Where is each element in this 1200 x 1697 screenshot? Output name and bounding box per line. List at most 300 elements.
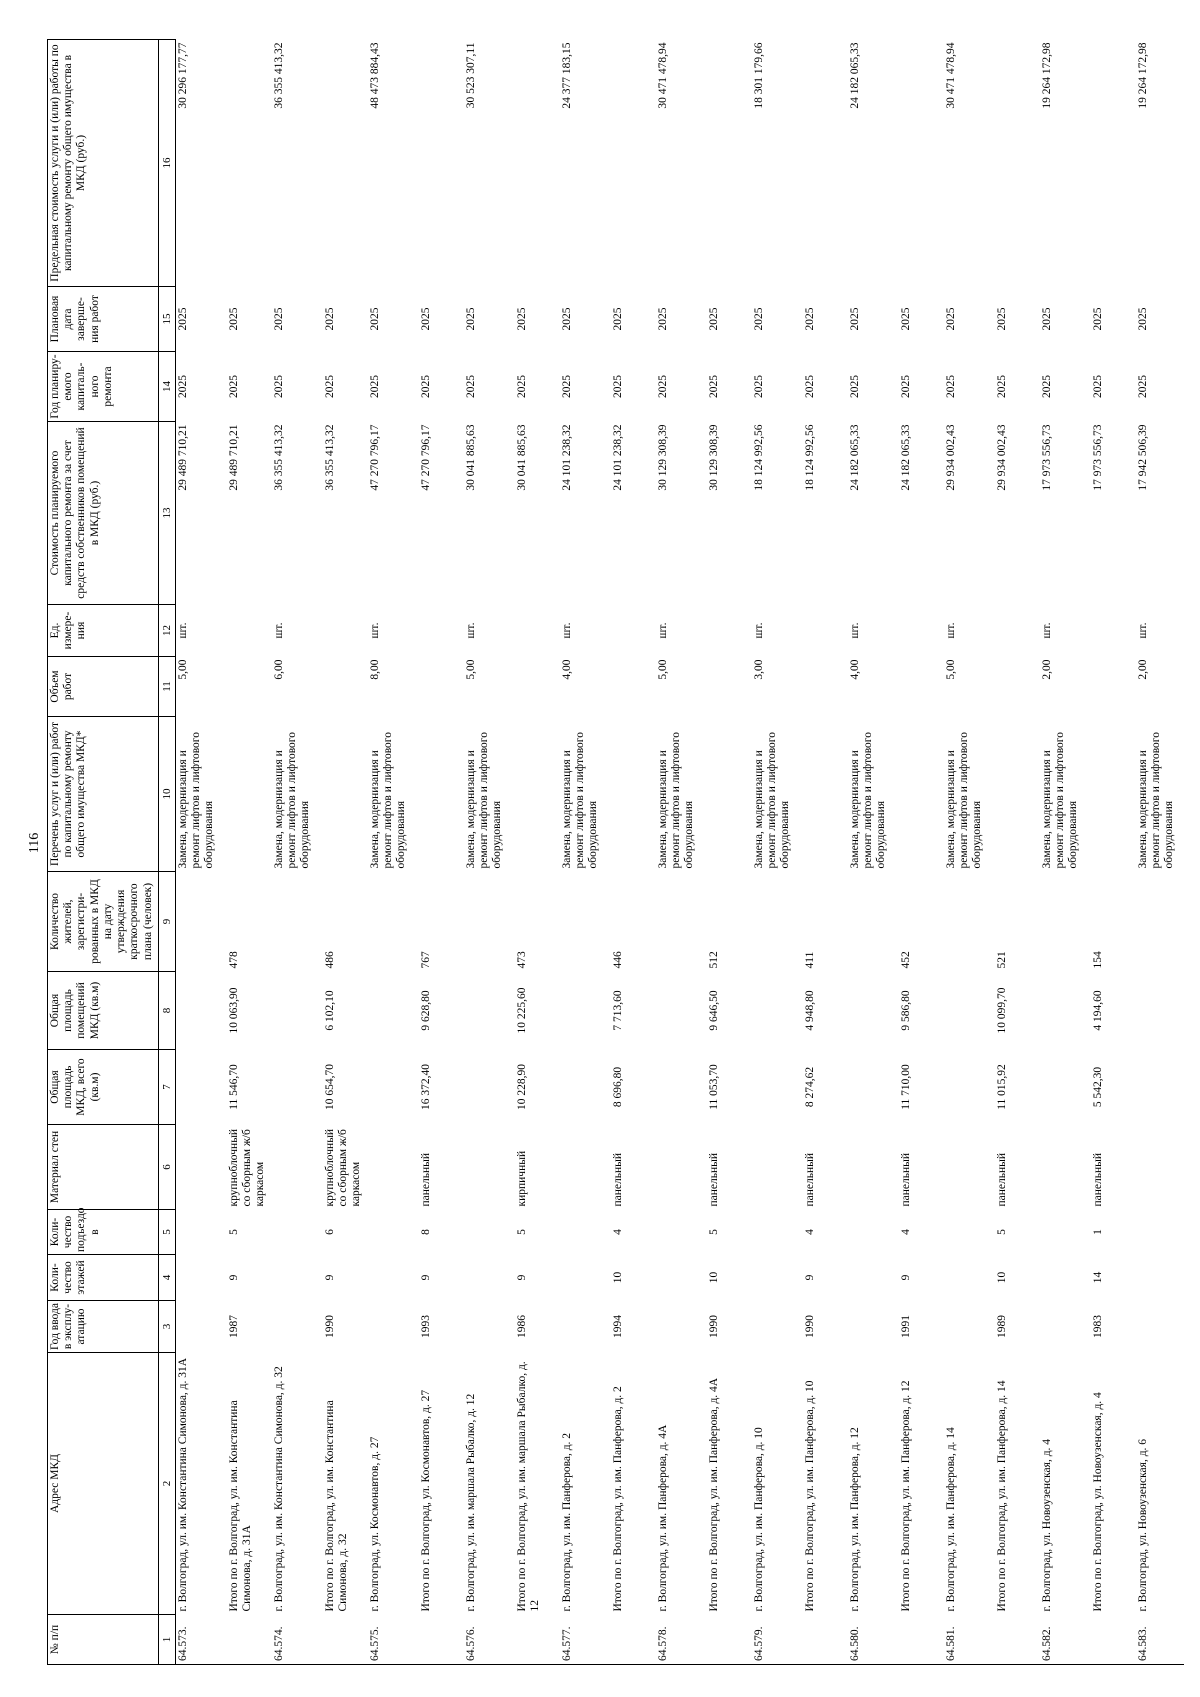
- cell-col-12: шт.: [944, 622, 957, 639]
- table-row: [944, 40, 992, 1665]
- cell-col-7: 11 053,70: [707, 1064, 720, 1110]
- cell-col-9: 473: [515, 951, 528, 969]
- cell-col-1: 64.574.: [272, 1615, 320, 1665]
- cell-col-15: 2025: [611, 307, 624, 331]
- cell-col-2: Итого по г. Волгоград, ул. им. Панферова, д. 10: [803, 1380, 816, 1612]
- cell-col-5: 5: [227, 1229, 240, 1235]
- cell-col-6: кирпичный: [515, 1150, 528, 1207]
- cell-col-15: 2025: [419, 307, 432, 331]
- cell-col-4: [1136, 1255, 1184, 1301]
- cell-col-16: 19 264 172,98: [1040, 42, 1053, 109]
- cell-col-11: 3,00: [752, 659, 765, 680]
- cell-col-12: шт.: [272, 622, 285, 639]
- cell-col-15: 2025: [272, 307, 285, 331]
- cell-col-8: [272, 972, 320, 1050]
- column-number: 5: [159, 1210, 176, 1255]
- table-row: [560, 40, 608, 1665]
- cell-col-7: [464, 1050, 512, 1125]
- cell-col-8: [176, 972, 224, 1050]
- cell-col-4: 10: [995, 1271, 1008, 1284]
- cell-col-12: [704, 605, 752, 657]
- column-header: Количество жителей, зарегистри-рованных в МКД на дату утверждения краткосрочного плана (человек): [48, 872, 159, 972]
- cell-col-16: 24 182 065,33: [848, 42, 861, 109]
- cell-col-7: 10 654,70: [323, 1064, 336, 1110]
- column-header: Перечень услуг и (или) работ по капитальному ремонту общего имущества МКД*: [48, 717, 159, 872]
- table-row: [368, 40, 416, 1665]
- cell-col-4: [560, 1255, 608, 1301]
- cell-col-9: [560, 872, 608, 972]
- rotated-page: [47, 40, 1177, 1665]
- column-number: 3: [159, 1301, 176, 1353]
- cell-col-12: шт.: [1136, 622, 1149, 639]
- cell-col-1: 64.578.: [656, 1615, 704, 1665]
- cell-col-5: [656, 1210, 704, 1255]
- cell-col-11: 5,00: [177, 659, 189, 680]
- cell-col-14: 2025: [803, 375, 816, 398]
- cell-col-7: [272, 1050, 320, 1125]
- column-number: 12: [159, 605, 176, 657]
- cell-col-14: 2025: [323, 375, 336, 398]
- cell-col-10: [800, 717, 848, 872]
- column-header: Коли-чество подъездо в: [48, 1210, 159, 1255]
- cell-col-13: 24 101 238,32: [560, 424, 573, 491]
- cell-col-8: [656, 972, 704, 1050]
- cell-col-14: 2025: [656, 375, 669, 398]
- table-row: [848, 40, 896, 1665]
- column-number: 8: [159, 972, 176, 1050]
- cell-col-1: 64.583.: [1136, 1615, 1184, 1665]
- cell-col-12: [512, 605, 560, 657]
- column-number: 2: [159, 1353, 176, 1615]
- column-number: 6: [159, 1125, 176, 1210]
- cell-col-2: Итого по г. Волгоград, ул. им. Панферова, д. 12: [899, 1380, 912, 1612]
- column-header: Год ввода в эксплу-атацию: [48, 1301, 159, 1353]
- cell-col-7: 11 546,70: [227, 1064, 240, 1110]
- cell-col-5: 5: [995, 1229, 1008, 1235]
- cell-col-6: панельный: [419, 1152, 432, 1207]
- cell-col-4: 9: [899, 1274, 912, 1281]
- cell-col-8: 4 948,80: [803, 990, 816, 1031]
- cell-col-7: 11 710,00: [899, 1064, 912, 1110]
- cell-col-10: Замена, модернизация и ремонт лифтов и лифтового оборудования: [177, 732, 216, 869]
- cell-col-12: шт.: [560, 622, 573, 639]
- cell-col-10: Замена, модернизация и ремонт лифтов и лифтового оборудования: [752, 732, 791, 869]
- cell-col-14: 2025: [515, 375, 528, 398]
- cell-col-11: 5,00: [944, 659, 957, 680]
- cell-col-14: 2025: [227, 375, 240, 398]
- table-row: [1136, 40, 1184, 1665]
- cell-col-9: 512: [707, 951, 720, 969]
- table-row: [176, 40, 224, 1665]
- cell-col-6: [848, 1125, 896, 1210]
- cell-col-7: [944, 1050, 992, 1125]
- cell-col-8: [944, 972, 992, 1050]
- cell-col-5: 5: [515, 1229, 528, 1235]
- total-row: [704, 40, 752, 1665]
- cell-col-10: [896, 717, 944, 872]
- cell-col-1: [800, 1615, 848, 1665]
- cell-col-7: [848, 1050, 896, 1125]
- cell-col-3: [1136, 1301, 1184, 1353]
- cell-col-5: 6: [323, 1229, 336, 1235]
- cell-col-5: [752, 1210, 800, 1255]
- cell-col-14: 2025: [368, 375, 381, 398]
- cell-col-13: 36 355 413,32: [272, 424, 285, 491]
- cell-col-16: 36 355 413,32: [272, 42, 285, 109]
- cell-col-12: шт.: [1040, 622, 1053, 639]
- cell-col-16: [896, 40, 944, 287]
- cell-col-2: Итого по г. Волгоград, ул. им. маршала Рыбалко, д. 12: [515, 1361, 541, 1612]
- cell-col-3: [272, 1301, 320, 1353]
- cell-col-2: г. Волгоград, ул. им. Панферова, д. 12: [848, 1427, 861, 1612]
- cell-col-15: 2025: [464, 307, 477, 331]
- column-header: Коли-чество этажей: [48, 1255, 159, 1301]
- cell-col-3: 1990: [323, 1315, 336, 1338]
- total-row: [800, 40, 848, 1665]
- cell-col-8: 6 102,10: [323, 990, 336, 1031]
- cell-col-1: [416, 1615, 464, 1665]
- cell-col-5: 4: [611, 1229, 624, 1235]
- cell-col-14: 2025: [1136, 375, 1149, 398]
- cell-col-4: [848, 1255, 896, 1301]
- column-number: 15: [159, 287, 176, 352]
- cell-col-15: 2025: [656, 307, 669, 331]
- cell-col-13: 36 355 413,32: [323, 424, 336, 491]
- cell-col-15: 2025: [848, 307, 861, 331]
- cell-col-7: [1040, 1050, 1088, 1125]
- cell-col-6: [368, 1125, 416, 1210]
- column-number: 13: [159, 422, 176, 605]
- cell-col-11: [1088, 657, 1136, 717]
- cell-col-4: [272, 1255, 320, 1301]
- cell-col-2: г. Волгоград, ул. им. Панферова, д. 10: [752, 1427, 765, 1612]
- column-number: 14: [159, 352, 176, 422]
- cell-col-2: Итого по г. Волгоград, ул. им. Константина Симонова, д. 32: [323, 1400, 349, 1612]
- cell-col-12: [896, 605, 944, 657]
- cell-col-16: 30 296 177,77: [177, 42, 189, 109]
- cell-col-12: шт.: [656, 622, 669, 639]
- cell-col-12: [608, 605, 656, 657]
- cell-col-2: Итого по г. Волгоград, ул. им. Панферова, д. 4А: [707, 1377, 720, 1612]
- cell-col-14: 2025: [1040, 375, 1053, 398]
- cell-col-1: 64.576.: [464, 1615, 512, 1665]
- cell-col-10: [608, 717, 656, 872]
- cell-col-15: 2025: [803, 307, 816, 331]
- cell-col-1: 64.577.: [560, 1615, 608, 1665]
- total-row: [992, 40, 1040, 1665]
- cell-col-9: 446: [611, 951, 624, 969]
- cell-col-13: 29 934 002,43: [995, 424, 1008, 491]
- cell-col-9: [656, 872, 704, 972]
- cell-col-8: 9 586,80: [899, 990, 912, 1031]
- cell-col-11: [992, 657, 1040, 717]
- cell-col-8: 10 063,90: [227, 987, 240, 1034]
- cell-col-11: [704, 657, 752, 717]
- cell-col-11: 5,00: [464, 659, 477, 680]
- cell-col-11: 4,00: [560, 659, 573, 680]
- cell-col-9: 486: [323, 951, 336, 969]
- cell-col-10: [1088, 717, 1136, 872]
- cell-col-11: 5,00: [656, 659, 669, 680]
- cell-col-10: [320, 717, 368, 872]
- cell-col-9: [752, 872, 800, 972]
- column-header: Материал стен: [48, 1125, 159, 1210]
- cell-col-5: [944, 1210, 992, 1255]
- cell-col-16: [1088, 40, 1136, 287]
- cell-col-2: Итого по г. Волгоград, ул. им. Константина Симонова, д. 31А: [227, 1400, 253, 1612]
- cell-col-3: [944, 1301, 992, 1353]
- cell-col-14: 2025: [177, 375, 189, 398]
- cell-col-15: 2025: [1091, 307, 1104, 331]
- cell-col-4: 9: [227, 1274, 240, 1281]
- cell-col-15: 2025: [1136, 307, 1149, 331]
- column-header: Предельная стоимость услуги и (или) работы по капитальному ремонту общего имущества в МКД (руб.): [48, 40, 159, 287]
- cell-col-5: [368, 1210, 416, 1255]
- cell-col-15: 2025: [368, 307, 381, 331]
- column-header: Плановая дата заверше-ния работ: [48, 287, 159, 352]
- cell-col-8: 10 099,70: [995, 987, 1008, 1034]
- cell-col-15: 2025: [177, 307, 189, 331]
- cell-col-11: [800, 657, 848, 717]
- table-row: [656, 40, 704, 1665]
- cell-col-14: 2025: [464, 375, 477, 398]
- cell-col-6: [656, 1125, 704, 1210]
- column-number: 16: [159, 40, 176, 287]
- cell-col-16: 48 473 884,43: [368, 42, 381, 109]
- total-row: [608, 40, 656, 1665]
- cell-col-9: [944, 872, 992, 972]
- cell-col-2: г. Волгоград, ул. Новоузенская, д. 4: [1040, 1438, 1053, 1612]
- cell-col-1: 64.582.: [1040, 1615, 1088, 1665]
- cell-col-7: [1136, 1050, 1184, 1125]
- cell-col-3: 1989: [995, 1315, 1008, 1338]
- cell-col-9: [368, 872, 416, 972]
- cell-col-14: 2025: [560, 375, 573, 398]
- cell-col-14: 2025: [848, 375, 861, 398]
- cell-col-5: [464, 1210, 512, 1255]
- cell-col-12: [800, 605, 848, 657]
- cell-col-11: [896, 657, 944, 717]
- cell-col-4: [368, 1255, 416, 1301]
- cell-col-16: [512, 40, 560, 287]
- cell-col-11: 2,00: [1136, 659, 1149, 680]
- cell-col-10: Замена, модернизация и ремонт лифтов и лифтового оборудования: [560, 732, 599, 869]
- cell-col-1: 64.580.: [848, 1615, 896, 1665]
- cell-col-15: 2025: [227, 307, 240, 331]
- column-number: 9: [159, 872, 176, 972]
- cell-col-9: 411: [803, 951, 816, 969]
- cell-col-3: [176, 1301, 224, 1353]
- cell-col-3: [368, 1301, 416, 1353]
- cell-col-9: [176, 872, 224, 972]
- cell-col-3: 1990: [803, 1315, 816, 1338]
- cell-col-10: Замена, модернизация и ремонт лифтов и лифтового оборудования: [848, 732, 887, 869]
- cell-col-8: 7 713,60: [611, 990, 624, 1031]
- cell-col-16: [608, 40, 656, 287]
- cell-col-8: [1136, 972, 1184, 1050]
- cell-col-4: [944, 1255, 992, 1301]
- cell-col-6: [464, 1125, 512, 1210]
- cell-col-3: [656, 1301, 704, 1353]
- cell-col-2: г. Волгоград, ул. им. Панферова, д. 4А: [656, 1424, 669, 1612]
- cell-col-4: 9: [419, 1274, 432, 1281]
- cell-col-6: [272, 1125, 320, 1210]
- cell-col-4: 9: [515, 1274, 528, 1281]
- cell-col-11: [512, 657, 560, 717]
- cell-col-3: 1994: [611, 1315, 624, 1338]
- cell-col-10: Замена, модернизация и ремонт лифтов и лифтового оборудования: [1040, 732, 1079, 869]
- cell-col-13: 18 124 992,56: [752, 424, 765, 491]
- cell-col-4: 10: [611, 1271, 624, 1284]
- cell-col-7: [656, 1050, 704, 1125]
- cell-col-16: [704, 40, 752, 287]
- cell-col-10: Замена, модернизация и ремонт лифтов и лифтового оборудования: [272, 732, 311, 869]
- cell-col-8: [1040, 972, 1088, 1050]
- column-number: 10: [159, 717, 176, 872]
- cell-col-10: [224, 717, 272, 872]
- cell-col-5: [1040, 1210, 1088, 1255]
- table-body: [176, 40, 1184, 1665]
- cell-col-2: Итого по г. Волгоград, ул. Космонавтов, д. 27: [419, 1389, 432, 1612]
- cell-col-3: 1991: [899, 1315, 912, 1338]
- cell-col-13: 30 129 308,39: [707, 424, 720, 491]
- cell-col-4: [1040, 1255, 1088, 1301]
- cell-col-2: г. Волгоград, ул. им. Константина Симонова, д. 32: [272, 1366, 285, 1612]
- column-header: № п/п: [48, 1615, 159, 1665]
- cell-col-8: 9 646,50: [707, 990, 720, 1031]
- cell-col-15: 2025: [944, 307, 957, 331]
- cell-col-9: 767: [419, 951, 432, 969]
- cell-col-3: [752, 1301, 800, 1353]
- cell-col-5: 1: [1091, 1229, 1104, 1235]
- total-row: [416, 40, 464, 1665]
- cell-col-6: панельный: [1091, 1152, 1104, 1207]
- cell-col-15: 2025: [323, 307, 336, 331]
- cell-col-6: [560, 1125, 608, 1210]
- cell-col-1: [512, 1615, 560, 1665]
- cell-col-13: 24 101 238,32: [611, 424, 624, 491]
- cell-col-12: шт.: [368, 622, 381, 639]
- cell-col-2: г. Волгоград, ул. Космонавтов, д. 27: [368, 1436, 381, 1612]
- cell-col-4: 9: [323, 1274, 336, 1281]
- cell-col-14: 2025: [752, 375, 765, 398]
- cell-col-7: [368, 1050, 416, 1125]
- cell-col-10: [512, 717, 560, 872]
- cell-col-16: [416, 40, 464, 287]
- cell-col-7: 16 372,40: [419, 1064, 432, 1110]
- cell-col-5: [1136, 1210, 1184, 1255]
- cell-col-7: 11 015,92: [995, 1064, 1008, 1110]
- cell-col-13: 30 041 885,63: [515, 424, 528, 491]
- cell-col-8: 9 628,80: [419, 990, 432, 1031]
- cell-col-3: 1990: [707, 1315, 720, 1338]
- cell-col-16: [800, 40, 848, 287]
- cell-col-3: [560, 1301, 608, 1353]
- cell-col-6: панельный: [899, 1152, 912, 1207]
- cell-col-9: 452: [899, 951, 912, 969]
- cell-col-13: 24 182 065,33: [899, 424, 912, 491]
- cell-col-4: 14: [1091, 1271, 1104, 1284]
- cell-col-9: 521: [995, 951, 1008, 969]
- cell-col-12: [992, 605, 1040, 657]
- cell-col-2: Итого по г. Волгоград, ул. Новоузенская, д. 4: [1091, 1392, 1104, 1612]
- total-row: [1088, 40, 1136, 1665]
- cell-col-13: 17 973 556,73: [1040, 424, 1053, 491]
- column-header: Объем работ: [48, 657, 159, 717]
- total-row: [320, 40, 368, 1665]
- cell-col-3: 1986: [515, 1315, 528, 1338]
- cell-col-4: 10: [707, 1271, 720, 1284]
- cell-col-6: крупноблочный со сборным ж/б каркасом: [227, 1128, 266, 1207]
- cell-col-14: 2025: [1091, 375, 1104, 398]
- cell-col-8: [368, 972, 416, 1050]
- total-row: [224, 40, 272, 1665]
- cell-col-10: [992, 717, 1040, 872]
- cell-col-3: [848, 1301, 896, 1353]
- cell-col-6: [176, 1125, 224, 1210]
- cell-col-12: шт.: [752, 622, 765, 639]
- cell-col-10: [704, 717, 752, 872]
- cell-col-11: [224, 657, 272, 717]
- cell-col-12: шт.: [177, 622, 189, 639]
- cell-col-12: [416, 605, 464, 657]
- cell-col-14: 2025: [944, 375, 957, 398]
- cell-col-13: 17 942 506,39: [1136, 424, 1149, 491]
- cell-col-13: 29 934 002,43: [944, 424, 957, 491]
- table-row: [1040, 40, 1088, 1665]
- cell-col-2: Итого по г. Волгоград, ул. им. Панферова, д. 14: [995, 1380, 1008, 1612]
- cell-col-16: 18 301 179,66: [752, 42, 765, 109]
- cell-col-13: 24 182 065,33: [848, 424, 861, 491]
- cell-col-11: 8,00: [368, 659, 381, 680]
- cell-col-14: 2025: [899, 375, 912, 398]
- cell-col-9: [464, 872, 512, 972]
- capital-repair-table: [47, 39, 1184, 1665]
- cell-col-16: [320, 40, 368, 287]
- cell-col-15: 2025: [995, 307, 1008, 331]
- cell-col-11: 6,00: [272, 659, 285, 680]
- cell-col-7: [176, 1050, 224, 1125]
- cell-col-2: г. Волгоград, ул. им. маршала Рыбалко, д. 12: [464, 1393, 477, 1612]
- cell-col-13: 29 489 710,21: [177, 424, 189, 491]
- cell-col-14: 2025: [419, 375, 432, 398]
- cell-col-13: 18 124 992,56: [803, 424, 816, 491]
- cell-col-9: [272, 872, 320, 972]
- cell-col-9: [1040, 872, 1088, 972]
- cell-col-10: Замена, модернизация и ремонт лифтов и лифтового оборудования: [944, 732, 983, 869]
- cell-col-1: [320, 1615, 368, 1665]
- column-header: Стоимость планируемого капитального ремонта за счет средств собственников помещений в МКД (руб.): [48, 422, 159, 605]
- cell-col-12: шт.: [848, 622, 861, 639]
- cell-col-4: [752, 1255, 800, 1301]
- cell-col-11: 4,00: [848, 659, 861, 680]
- column-number: 4: [159, 1255, 176, 1301]
- cell-col-12: [224, 605, 272, 657]
- cell-col-12: [320, 605, 368, 657]
- cell-col-11: [416, 657, 464, 717]
- column-header: Ед. измере-ния: [48, 605, 159, 657]
- cell-col-2: г. Волгоград, ул. им. Панферова, д. 14: [944, 1427, 957, 1612]
- cell-col-8: [848, 972, 896, 1050]
- cell-col-9: [1136, 872, 1184, 972]
- cell-col-6: панельный: [707, 1152, 720, 1207]
- cell-col-1: 64.573.: [176, 1615, 224, 1665]
- cell-col-16: [224, 40, 272, 287]
- cell-col-13: 30 129 308,39: [656, 424, 669, 491]
- cell-col-13: 30 041 885,63: [464, 424, 477, 491]
- cell-col-11: [608, 657, 656, 717]
- cell-col-16: 19 264 172,98: [1136, 42, 1149, 109]
